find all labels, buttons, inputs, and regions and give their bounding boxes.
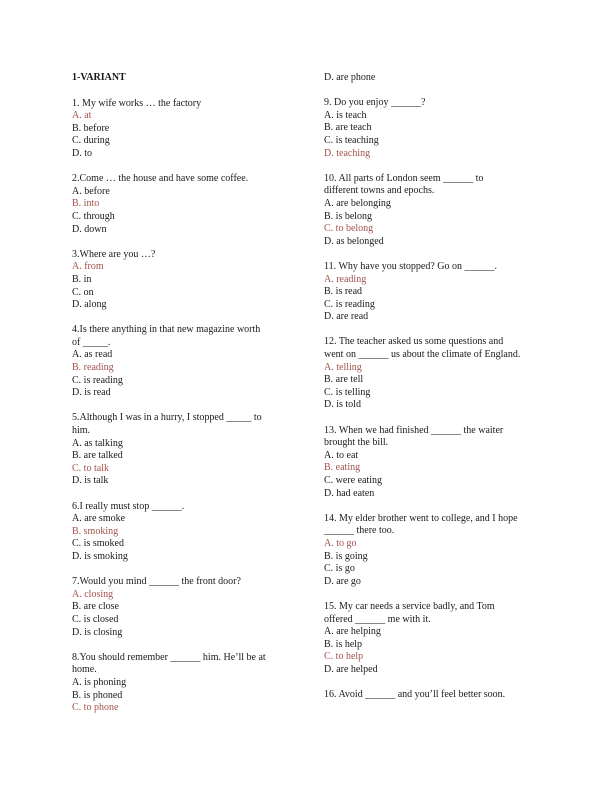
answer-option: A. as read [72, 349, 113, 361]
question-block [324, 601, 542, 677]
answer-option: D. are phone [324, 72, 376, 83]
answer-option: D. is closing [72, 626, 123, 638]
question-block [324, 513, 542, 589]
question-text: 9. Do you enjoy ______? [324, 97, 426, 109]
question-block [72, 501, 287, 564]
question-text: 5.Although I was in a hurry, I stopped _____ to him. [72, 412, 262, 437]
answer-option: B. in [72, 273, 92, 285]
correct-answer-option: C. to help [324, 651, 364, 663]
correct-answer-option: A. telling [324, 361, 362, 373]
question-block [72, 173, 287, 236]
answer-option: B. is read [324, 286, 363, 298]
answer-option: B. is phoned [72, 689, 123, 701]
answer-option: A. is teach [324, 109, 367, 121]
answer-option: C. is smoked [72, 538, 124, 550]
question-block [72, 412, 287, 488]
answer-option: C. is go [324, 563, 355, 575]
question-text: 6.I really must stop ______. [72, 500, 185, 512]
answer-option: B. is help [324, 638, 363, 650]
correct-answer-option: A. at [72, 110, 92, 122]
answer-option: C. were eating [324, 475, 383, 486]
correct-answer-option: C. to belong [324, 223, 374, 235]
answer-option: C. through [72, 210, 115, 222]
answer-option: B. are tell [324, 374, 364, 386]
correct-answer-option: A. closing [72, 588, 114, 600]
question-block [72, 249, 287, 312]
question-text: 10. All parts of London seem ______ to different towns and epochs. [324, 172, 484, 197]
answer-option: B. before [72, 122, 110, 134]
question-block [324, 72, 542, 85]
answer-option: D. is read [72, 387, 111, 399]
answer-option: D. as belonged [324, 235, 384, 247]
answer-option: D. are read [324, 311, 369, 323]
question-text: 11. Why have you stopped? Go on ______. [324, 260, 498, 272]
answer-option: D. down [72, 223, 107, 235]
question-block [72, 576, 287, 639]
answer-option: A. are smoke [72, 513, 126, 525]
answer-option: C. is teaching [324, 134, 379, 146]
question-block [324, 336, 542, 412]
question-text: 14. My elder brother went to college, and I hope ______ there too. [324, 512, 518, 537]
correct-answer-option: A. to go [324, 537, 357, 549]
answer-option: B. is belong [324, 210, 373, 222]
answer-option: D. are go [324, 575, 361, 587]
answer-option: B. are talked [72, 450, 123, 462]
correct-answer-option: B. smoking [72, 525, 119, 537]
answer-option: D. are helped [324, 663, 378, 675]
right-column [324, 72, 542, 714]
correct-answer-option: D. teaching [324, 147, 371, 159]
answer-option: D. is told [324, 399, 361, 411]
answer-option: C. is telling [324, 386, 371, 398]
answer-option: A. before [72, 185, 110, 197]
question-text: 8.You should remember ______ him. He’ll be at home. [72, 651, 266, 676]
answer-option: D. had eaten [324, 487, 375, 499]
question-block [72, 98, 287, 161]
answer-option: A. are belonging [324, 197, 391, 209]
correct-answer-option: C. to talk [72, 462, 109, 474]
answer-option: B. is going [324, 550, 368, 562]
question-block [324, 689, 542, 702]
question-text: 7.Would you mind ______ the front door? [72, 576, 241, 588]
question-block [324, 261, 542, 324]
answer-option: C. is reading [324, 298, 375, 310]
question-block [324, 425, 542, 501]
page-title: 1-VARIANT [72, 72, 126, 83]
answer-option: B. are close [72, 601, 119, 613]
correct-answer-option: A. reading [324, 273, 367, 285]
answer-option: A. as talking [72, 437, 123, 449]
answer-option: D. along [72, 299, 107, 311]
answer-option: A. to eat [324, 449, 359, 461]
answer-option: C. is closed [72, 613, 119, 625]
correct-answer-option: C. to phone [72, 702, 119, 714]
answer-option: B. are teach [324, 122, 372, 134]
question-text: 12. The teacher asked us some questions and went on ______ us about the climate of England. [324, 336, 521, 361]
left-column [72, 72, 287, 727]
correct-answer-option: B. into [72, 198, 100, 210]
answer-option: C. is reading [72, 374, 123, 386]
question-text: 15. My car needs a service badly, and Tom offered ______ me with it. [324, 600, 495, 625]
question-block [324, 97, 542, 160]
answer-option: A. are helping [324, 626, 381, 638]
question-block [72, 652, 287, 715]
answer-option: D. is talk [72, 475, 109, 487]
correct-answer-option: B. eating [324, 462, 361, 474]
question-text: 3.Where are you …? [72, 248, 156, 260]
question-block [324, 173, 542, 249]
answer-option: D. to [72, 147, 92, 159]
question-text: 13. When we had finished ______ the waiter brought the bill. [324, 424, 504, 449]
answer-option: C. on [72, 286, 94, 298]
correct-answer-option: A. from [72, 261, 104, 273]
question-block [72, 324, 287, 400]
question-text: 4.Is there anything in that new magazine worth of _____. [72, 324, 261, 348]
answer-option: C. during [72, 135, 110, 147]
correct-answer-option: B. reading [72, 362, 114, 374]
question-text: 1. My wife works … the factory [72, 97, 202, 109]
answer-option: D. is smoking [72, 550, 128, 562]
question-text: 2.Come … the house and have some coffee. [72, 173, 249, 185]
answer-option: A. is phoning [72, 676, 127, 688]
question-text: 16. Avoid ______ and you’ll feel better soon. [324, 689, 506, 701]
